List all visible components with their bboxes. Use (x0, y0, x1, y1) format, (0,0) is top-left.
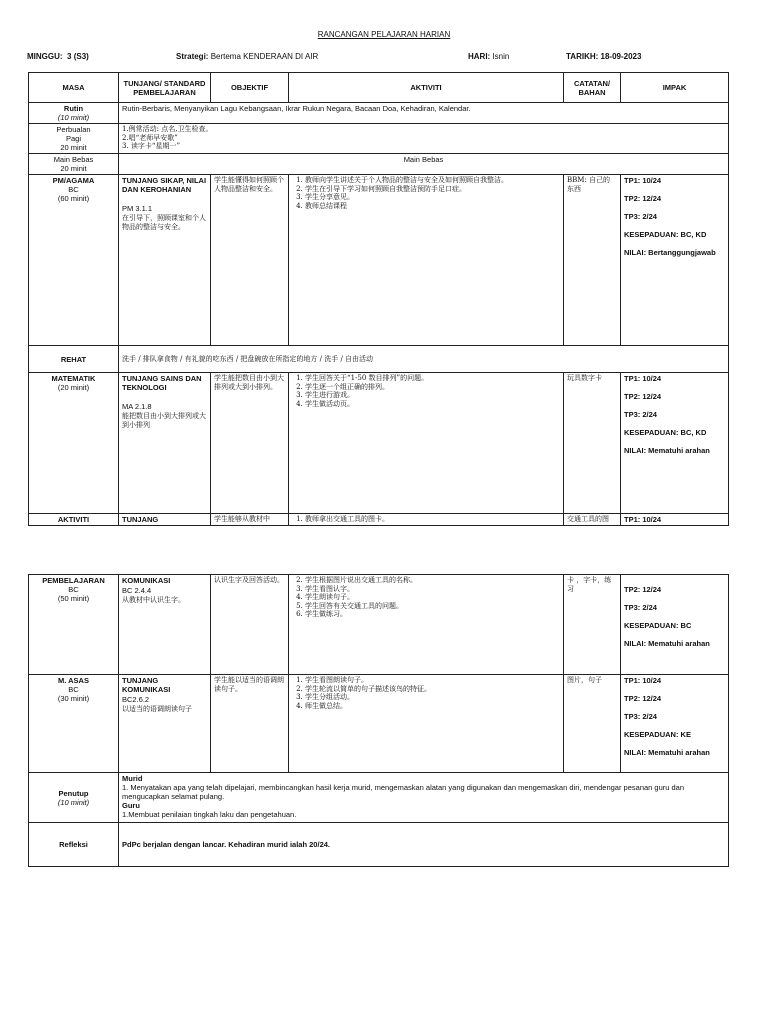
masas-sub: BC (68, 685, 79, 694)
minggu-value: 3 (S3) (67, 52, 89, 61)
minggu-field (27, 52, 89, 61)
strategi-value: Bertema KENDERAAN DI AIR (210, 52, 319, 61)
main-bebas-row (29, 154, 729, 175)
pbc-standard-text: 从教材中认识生字。 (122, 596, 185, 604)
pm-time: (60 minit) (57, 194, 90, 203)
mat-impak-item: TP3: 2/24 (624, 410, 657, 419)
matematik-row (29, 373, 729, 514)
tarikh-value: 18-09-2023 (600, 52, 642, 61)
pbc-aktiviti-item: 3. 学生看图认字。 (305, 585, 560, 594)
mat-aktiviti-item: 3. 学生进行游戏。 (305, 391, 560, 400)
pbc-impak-item: NILAI: Mematuhi arahan (624, 639, 710, 648)
penutup-row (29, 773, 729, 823)
pm-aktiviti (289, 175, 564, 346)
pm-aktiviti-item: 3. 学生分享意见。 (305, 193, 560, 202)
main-bebas-name: Main Bebas (53, 155, 94, 164)
rehat-row (29, 346, 729, 373)
pbc-time: (50 minit) (57, 594, 90, 603)
pm-aktiviti-item: 4. 教师总结课程 (305, 202, 560, 211)
penutup-murid-text: 1. Menyatakan apa yang telah dipelajari, membincangkan hasil kerja murid, mengemaskan alatan yang digunakan dan mengemaskan diri, mendengar pesanan guru dan mengucapkan selamat pulang. (122, 783, 685, 801)
masas-name: M. ASAS (58, 676, 89, 685)
pm-row (29, 175, 729, 346)
pbc-tunjang-name: KOMUNIKASI (122, 576, 171, 585)
pm-impak-item: KESEPADUAN: BC, KD (624, 230, 707, 239)
akt-tunjang: TUNJANG (119, 514, 211, 526)
pbc-impak-item: KESEPADUAN: BC (624, 621, 692, 630)
pm-tunjang (119, 175, 211, 346)
hari-label: HARI: (468, 52, 491, 61)
masas-aktiviti-item: 3. 学生分组活动。 (305, 693, 560, 702)
masas-impak-item: TP3: 2/24 (624, 712, 657, 721)
rutin-text: Rutin-Berbaris, Menyanyikan Lagu Kebangsaan, Ikrar Rukun Negara, Bacaan Doa, Kehadiran, Kalendar. (119, 103, 729, 124)
perbualan-item: 1.例常活动: 点名,卫生检查。 (122, 125, 213, 133)
rutin-time: (10 minit) (57, 113, 90, 122)
pbc-aktiviti-item: 2. 学生根据图片说出交通工具的名称。 (305, 576, 560, 585)
perbualan-time: 20 minit (60, 143, 87, 152)
pm-name: PM/AGAMA (52, 176, 95, 185)
masas-tunjang (119, 675, 211, 773)
rehat-text: 洗手 / 排队拿食物 / 有礼貌的吃东西 / 把盘碗放在所指定的地方 / 洗手 / 自由活动 (119, 346, 729, 373)
masas-impak-item: KESEPADUAN: KE (624, 730, 691, 739)
hari-field (468, 52, 509, 61)
pm-impak-item: TP1: 10/24 (624, 176, 662, 185)
header-tunjang: TUNJANG/ STANDARD PEMBELAJARAN (119, 73, 211, 103)
header-objektif: OBJEKTIF (211, 73, 289, 103)
pbc-masa (29, 575, 119, 675)
refleksi-name: Refleksi (29, 823, 119, 867)
penutup-masa (29, 773, 119, 823)
masas-aktiviti-item: 4. 师生做总结。 (305, 702, 560, 711)
mat-time: (20 minit) (57, 383, 90, 392)
pbc-aktiviti (289, 575, 564, 675)
pm-masa (29, 175, 119, 346)
header-masa: MASA (29, 73, 119, 103)
mat-aktiviti (289, 373, 564, 514)
pm-objektif: 学生能懂得如何照顾个人物品整洁和安全。 (211, 175, 289, 346)
perbualan-item: 3. 读字卡“星期一” (122, 142, 181, 150)
mat-catatan: 玩具数字卡 (564, 373, 621, 514)
main-bebas-time: 20 minit (60, 164, 87, 173)
perbualan-item: 2.唱“老师早安歌” (122, 133, 178, 142)
mat-impak-item: TP1: 10/24 (624, 374, 662, 383)
perbualan-row (29, 124, 729, 154)
penutup-name: Penutup (58, 788, 89, 798)
pm-standard-text: 在引导下，照顾课室和个人物品的整洁与安全。 (122, 214, 206, 231)
akt-name: AKTIVITI (29, 514, 119, 526)
rutin-name: Rutin (63, 104, 84, 113)
pbc-sub: BC (68, 585, 79, 594)
penutup-guru-label: Guru (122, 801, 140, 810)
document-title: RANCANGAN PELAJARAN HARIAN (317, 30, 451, 39)
masas-catatan: 图片，句子 (564, 675, 621, 773)
mat-standard-text: 能把数目由小到大排列或大到小排列 (122, 412, 206, 429)
pm-sub: BC (68, 185, 79, 194)
mat-impak-item: TP2: 12/24 (624, 392, 662, 401)
header-aktiviti: AKTIVITI (289, 73, 564, 103)
mat-objektif: 学生能把数目由小到大排列或大到小排列。 (211, 373, 289, 514)
masas-impak-item: TP2: 12/24 (624, 694, 662, 703)
rutin-row (29, 103, 729, 124)
masas-aktiviti-item: 2. 学生轮流以简单的句子描述该鸟的特征。 (305, 685, 560, 694)
akt-objektif: 学生能够从教材中 (211, 514, 289, 526)
minggu-label: MINGGU: (27, 52, 63, 61)
masas-time: (30 minit) (57, 694, 90, 703)
pbc-standard-code: BC 2.4.4 (122, 586, 152, 595)
m-asas-row (29, 675, 729, 773)
pm-impak-item: TP3: 2/24 (624, 212, 657, 221)
penutup-murid-label: Murid (122, 774, 143, 783)
masas-standard-text: 以适当的语调朗读句子 (122, 705, 192, 713)
mat-standard-code: MA 2.1.8 (122, 402, 152, 411)
main-bebas-masa (29, 154, 119, 175)
pm-aktiviti-item: 1. 教师向学生讲述关于个人物品的整洁与安全及如何照顾自我整洁。 (305, 176, 560, 185)
akt-catatan: 交通工具的图 (564, 514, 621, 526)
masas-aktiviti-item: 1. 学生看图朗读句子。 (305, 676, 560, 685)
masas-impak (621, 675, 729, 773)
header-catatan: CATATAN/ BAHAN (564, 73, 621, 103)
header-impak: IMPAK (621, 73, 729, 103)
lesson-plan-table-page-2 (28, 574, 729, 867)
masas-objektif: 学生能以适当的语调朗读句子。 (211, 675, 289, 773)
pembelajaran-bc-row (29, 575, 729, 675)
lesson-plan-table-page-1 (28, 72, 729, 526)
penutup-content (119, 773, 729, 823)
akt-aktiviti (289, 514, 564, 526)
header-row (29, 73, 729, 103)
pbc-aktiviti-item: 6. 学生做练习。 (305, 610, 560, 619)
masas-masa (29, 675, 119, 773)
pbc-impak-item: TP2: 12/24 (624, 585, 662, 594)
pbc-objektif: 认识生字及回答活动。 (211, 575, 289, 675)
mat-name: MATEMATIK (51, 374, 96, 383)
penutup-guru-text: 1.Membuat penilaian tingkah laku dan pengetahuan. (122, 810, 297, 819)
tarikh-label: TARIKH: (566, 52, 599, 61)
akt-impak: TP1: 10/24 (621, 514, 729, 526)
refleksi-text: PdPc berjalan dengan lancar. Kehadiran murid ialah 20/24. (119, 823, 729, 867)
rutin-masa (29, 103, 119, 124)
pm-aktiviti-item: 2. 学生在引导下学习如何照顾自我整洁预防手足口症。 (305, 185, 560, 194)
perbualan-name-2: Pagi (65, 134, 81, 143)
masas-tunjang-name: TUNJANG KOMUNIKASI (122, 676, 171, 694)
aktiviti-row-start (29, 514, 729, 526)
pm-standard-code: PM 3.1.1 (122, 204, 153, 213)
hari-value: Isnin (492, 52, 510, 61)
mat-aktiviti-item: 1. 学生回答关于“1-50 数目排列”的问题。 (305, 374, 560, 383)
perbualan-masa (29, 124, 119, 154)
mat-impak (621, 373, 729, 514)
penutup-time: (10 minit) (57, 797, 90, 807)
pbc-name: PEMBELAJARAN (42, 576, 105, 585)
rehat-name: REHAT (29, 346, 119, 373)
mat-impak-item: KESEPADUAN: BC, KD (624, 428, 707, 437)
pm-impak-item: TP2: 12/24 (624, 194, 662, 203)
pm-impak-item: NILAI: Bertanggungjawab (624, 248, 716, 257)
masas-impak-item: NILAI: Mematuhi arahan (624, 748, 710, 757)
pbc-aktiviti-item: 5. 学生回答有关交通工具的问题。 (305, 602, 560, 611)
mat-aktiviti-item: 4. 学生做活动页。 (305, 400, 560, 409)
akt-aktiviti-item: 1. 教师拿出交通工具的图卡。 (305, 515, 560, 524)
pbc-tunjang (119, 575, 211, 675)
masas-aktiviti (289, 675, 564, 773)
refleksi-row (29, 823, 729, 867)
pm-tunjang-name: TUNJANG SIKAP, NILAI DAN KEROHANIAN (122, 176, 207, 194)
pbc-impak-item: TP3: 2/24 (624, 603, 657, 612)
mat-masa (29, 373, 119, 514)
pbc-impak (621, 575, 729, 675)
strategi-field (176, 52, 318, 61)
mat-impak-item: NILAI: Mematuhi arahan (624, 446, 710, 455)
pm-catatan: BBM: 自己的东西 (564, 175, 621, 346)
main-bebas-text: Main Bebas (119, 154, 729, 175)
tarikh-field (566, 52, 641, 61)
masas-impak-item: TP1: 10/24 (624, 676, 662, 685)
mat-tunjang (119, 373, 211, 514)
pm-impak (621, 175, 729, 346)
perbualan-content (119, 124, 729, 154)
strategi-label: Strategi: (176, 52, 209, 61)
mat-tunjang-name: TUNJANG SAINS DAN TEKNOLOGI (122, 374, 202, 392)
masas-standard-code: BC2.6.2 (122, 695, 150, 704)
perbualan-name-1: Perbualan (56, 125, 91, 134)
pbc-catatan: 卡 ，字卡，练习 (564, 575, 621, 675)
mat-aktiviti-item: 2. 学生逐一个组正确的排列。 (305, 383, 560, 392)
pbc-aktiviti-item: 4. 学生朗读句子。 (305, 593, 560, 602)
